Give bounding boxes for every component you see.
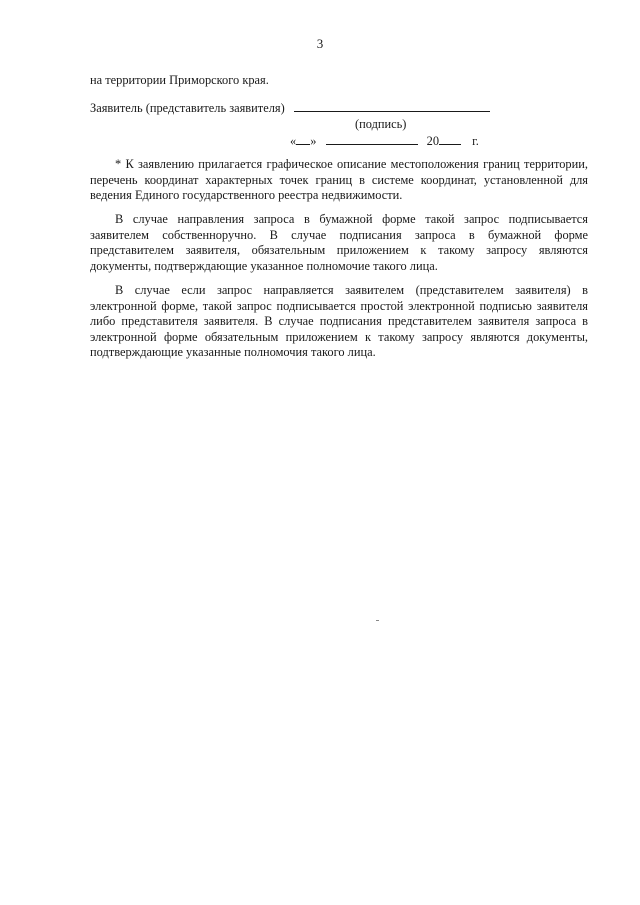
note-paragraph: * К заявлению прилагается графическое описание местоположения границ территории, перечень координат характерных точек границ в системе координат, установленной для ведения Единого государственного реестра недвижимости. <box>90 157 588 203</box>
scan-speck <box>376 620 379 621</box>
year-suffix: г. <box>472 134 479 148</box>
date-close-quote: » <box>310 134 317 148</box>
paper-request-paragraph: В случае направления запроса в бумажной форме такой запрос подписывается заявителем собственноручно. В случае подписания запроса в бумажной форме представителем заявителя, обязательным приложением к такому запросу являются документы, подтверждающие указанное полномочие такого лица. <box>90 212 588 273</box>
month-blank[interactable] <box>326 133 418 145</box>
electronic-request-paragraph: В случае если запрос направляется заявителем (представителем заявителя) в электронной форме, такой запрос подписывается простой электронной подписью заявителя либо представителя заявителя. В случае подписания представителем заявителя запроса в электронной форме обязательным приложением к такому запросу являются документы, подтверждающие указанные полномочия такого лица. <box>90 283 588 360</box>
applicant-label: Заявитель (представитель заявителя) <box>90 101 285 115</box>
date-open-quote: « <box>290 134 297 148</box>
year-blank[interactable] <box>439 133 461 145</box>
date-row <box>290 133 479 150</box>
signature-caption: (подпись) <box>355 117 407 131</box>
page-number: 3 <box>316 36 324 51</box>
applicant-signature-row <box>90 100 490 117</box>
day-blank[interactable] <box>296 133 310 145</box>
intro-line: на территории Приморского края. <box>90 73 269 87</box>
signature-line[interactable] <box>294 100 490 112</box>
year-prefix: 20 <box>426 134 440 148</box>
